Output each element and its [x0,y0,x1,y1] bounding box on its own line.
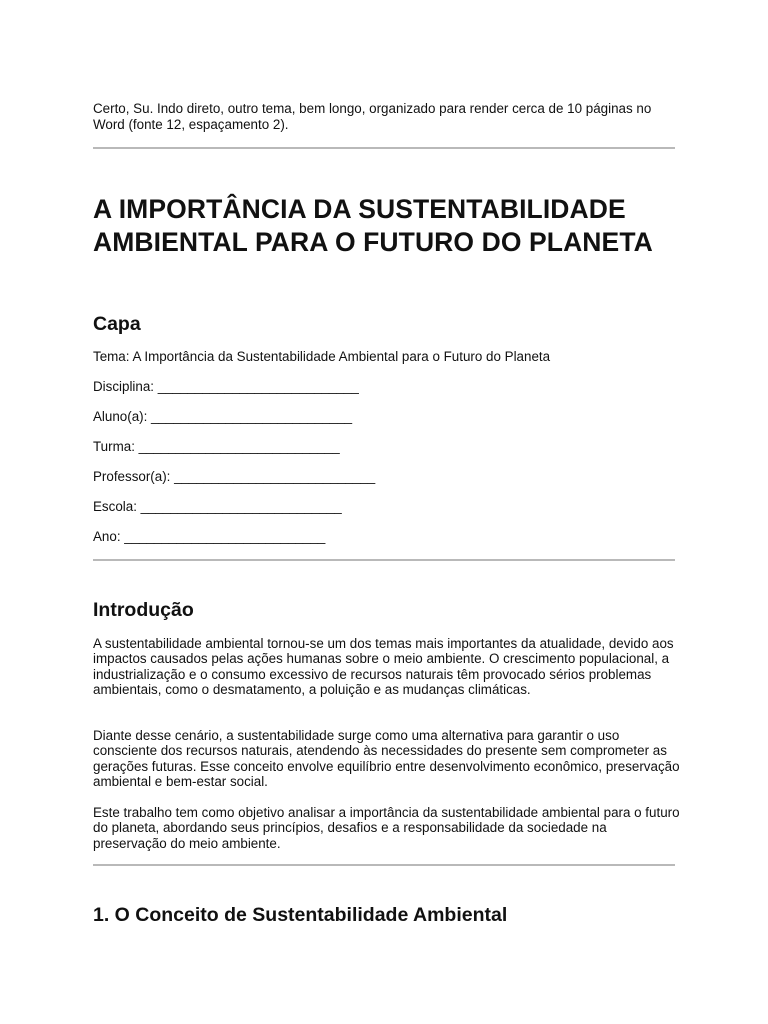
cover-heading: Capa [93,313,141,335]
introduction-paragraph: Diante desse cenário, a sustentabilidade surge como uma alternativa para garantir o uso consciente dos recursos naturais, atendendo às necessidades do presente sem comprometer as gerações futuras. Esse conceito envolve equilíbrio entre desenvolvimento econômico, preservação ambiental e bem-estar social. [93,728,680,789]
horizontal-rule [93,147,675,149]
cover-escola: Escola: ___________________________ [93,499,342,514]
intro-note: Certo, Su. Indo direto, outro tema, bem longo, organizado para render cerca de 10 páginas no Word (fonte 12, espaçamento 2). [93,101,652,132]
introduction-heading: Introdução [93,599,194,621]
document-title: A IMPORTÂNCIA DA SUSTENTABILIDADE AMBIENTAL PARA O FUTURO DO PLANETA [93,194,653,257]
cover-aluno: Aluno(a): ___________________________ [93,409,353,424]
cover-professor: Professor(a): ___________________________ [93,469,376,484]
introduction-paragraph: Este trabalho tem como objetivo analisar a importância da sustentabilidade ambiental para o futuro do planeta, abordando seus princípios, desafios e a responsabilidade da sociedade na preservação do meio ambiente. [93,805,680,851]
horizontal-rule [93,864,675,866]
cover-disciplina: Disciplina: ___________________________ [93,379,359,394]
introduction-paragraph: A sustentabilidade ambiental tornou-se um dos temas mais importantes da atualidade, devido aos impactos causados pelas ações humanas sobre o meio ambiente. O crescimento populacional, a industrialização e o consumo excessivo de recursos naturais têm provocado sérios problemas ambientais, como o desmatamento, a poluição e as mudanças climáticas. [93,636,674,697]
cover-turma: Turma: ___________________________ [93,439,340,454]
cover-ano: Ano: ___________________________ [93,529,326,544]
cover-tema: Tema: A Importância da Sustentabilidade Ambiental para o Futuro do Planeta [93,349,551,364]
section-1-heading: 1. O Conceito de Sustentabilidade Ambiental [93,904,508,926]
horizontal-rule [93,559,675,561]
